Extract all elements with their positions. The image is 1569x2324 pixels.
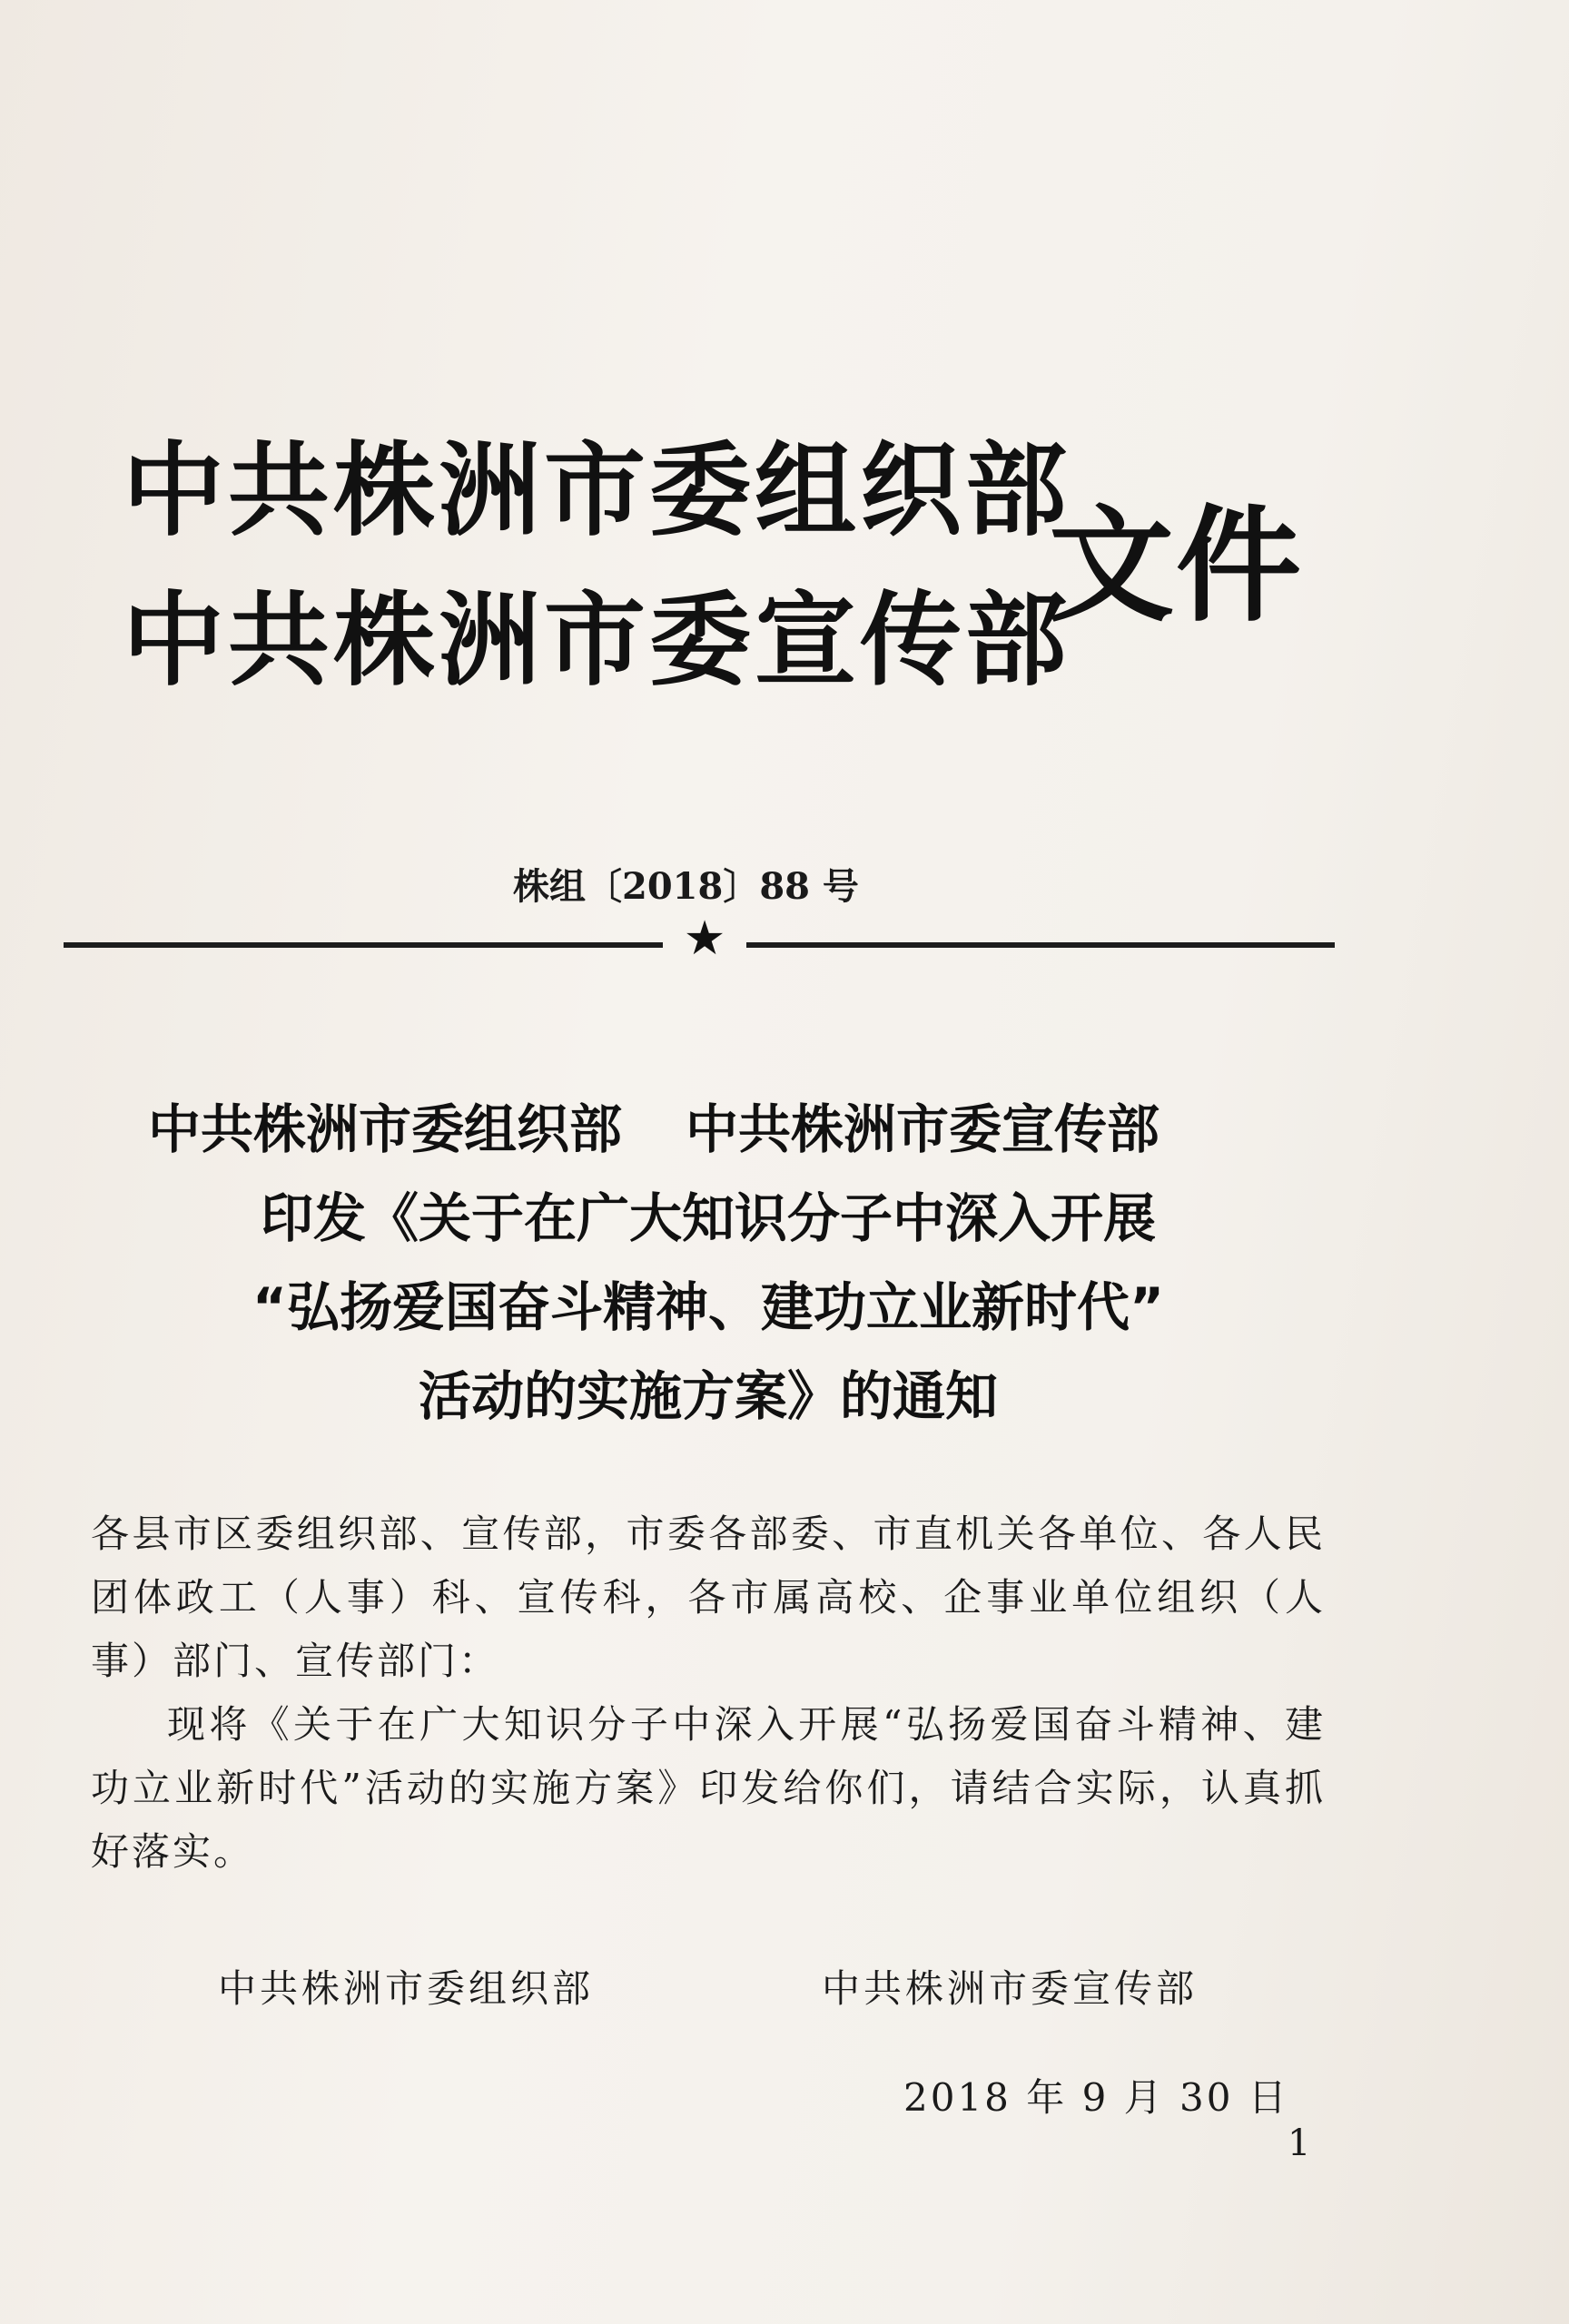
title-issuer-1: 中共株洲市委组织部: [147, 1098, 622, 1160]
recipients: 各县市区委组织部、宣传部，市委各部委、市直机关各单位、各人民团体政工（人事）科、宣传科，各市属高校、企事业单位组织（人事）部门、宣传部门：: [91, 1512, 1326, 1683]
title-line-2: 印发《关于在广大知识分子中深入开展: [260, 1187, 1156, 1249]
document-number: 株组〔2018〕88 号: [513, 865, 859, 908]
issuer-publicity-department: 中共株洲市委宣传部: [123, 582, 1071, 700]
title-line-issuers: [18, 1098, 1289, 1160]
divider-line-left: [64, 942, 663, 948]
issuer-organization-department: 中共株洲市委组织部: [123, 432, 1071, 550]
document-label: 文件: [1049, 493, 1304, 639]
notice-body: [91, 1502, 1326, 1884]
page-number: 1: [1288, 2122, 1311, 2164]
star-icon: ★: [683, 911, 726, 966]
title-issuer-2: 中共株洲市委宣传部: [686, 1098, 1160, 1160]
header-divider: [64, 911, 1335, 990]
issue-date: 2018 年 9 月 30 日: [903, 2075, 1289, 2120]
title-line-3: “弘扬爱国奋斗精神、建功立业新时代”: [252, 1276, 1165, 1338]
signature-organization-department: 中共株洲市委组织部: [218, 1966, 595, 2011]
document-header: [123, 413, 1303, 740]
signature-publicity-department: 中共株洲市委宣传部: [822, 1966, 1199, 2011]
title-line-4: 活动的实施方案》的通知: [418, 1365, 998, 1427]
body-paragraph: 现将《关于在广大知识分子中深入开展“弘扬爱国奋斗精神、建功立业新时代”活动的实施方案》印发给你们，请结合实际，认真抓好落实。: [91, 1702, 1326, 1874]
divider-line-right: [746, 942, 1335, 948]
